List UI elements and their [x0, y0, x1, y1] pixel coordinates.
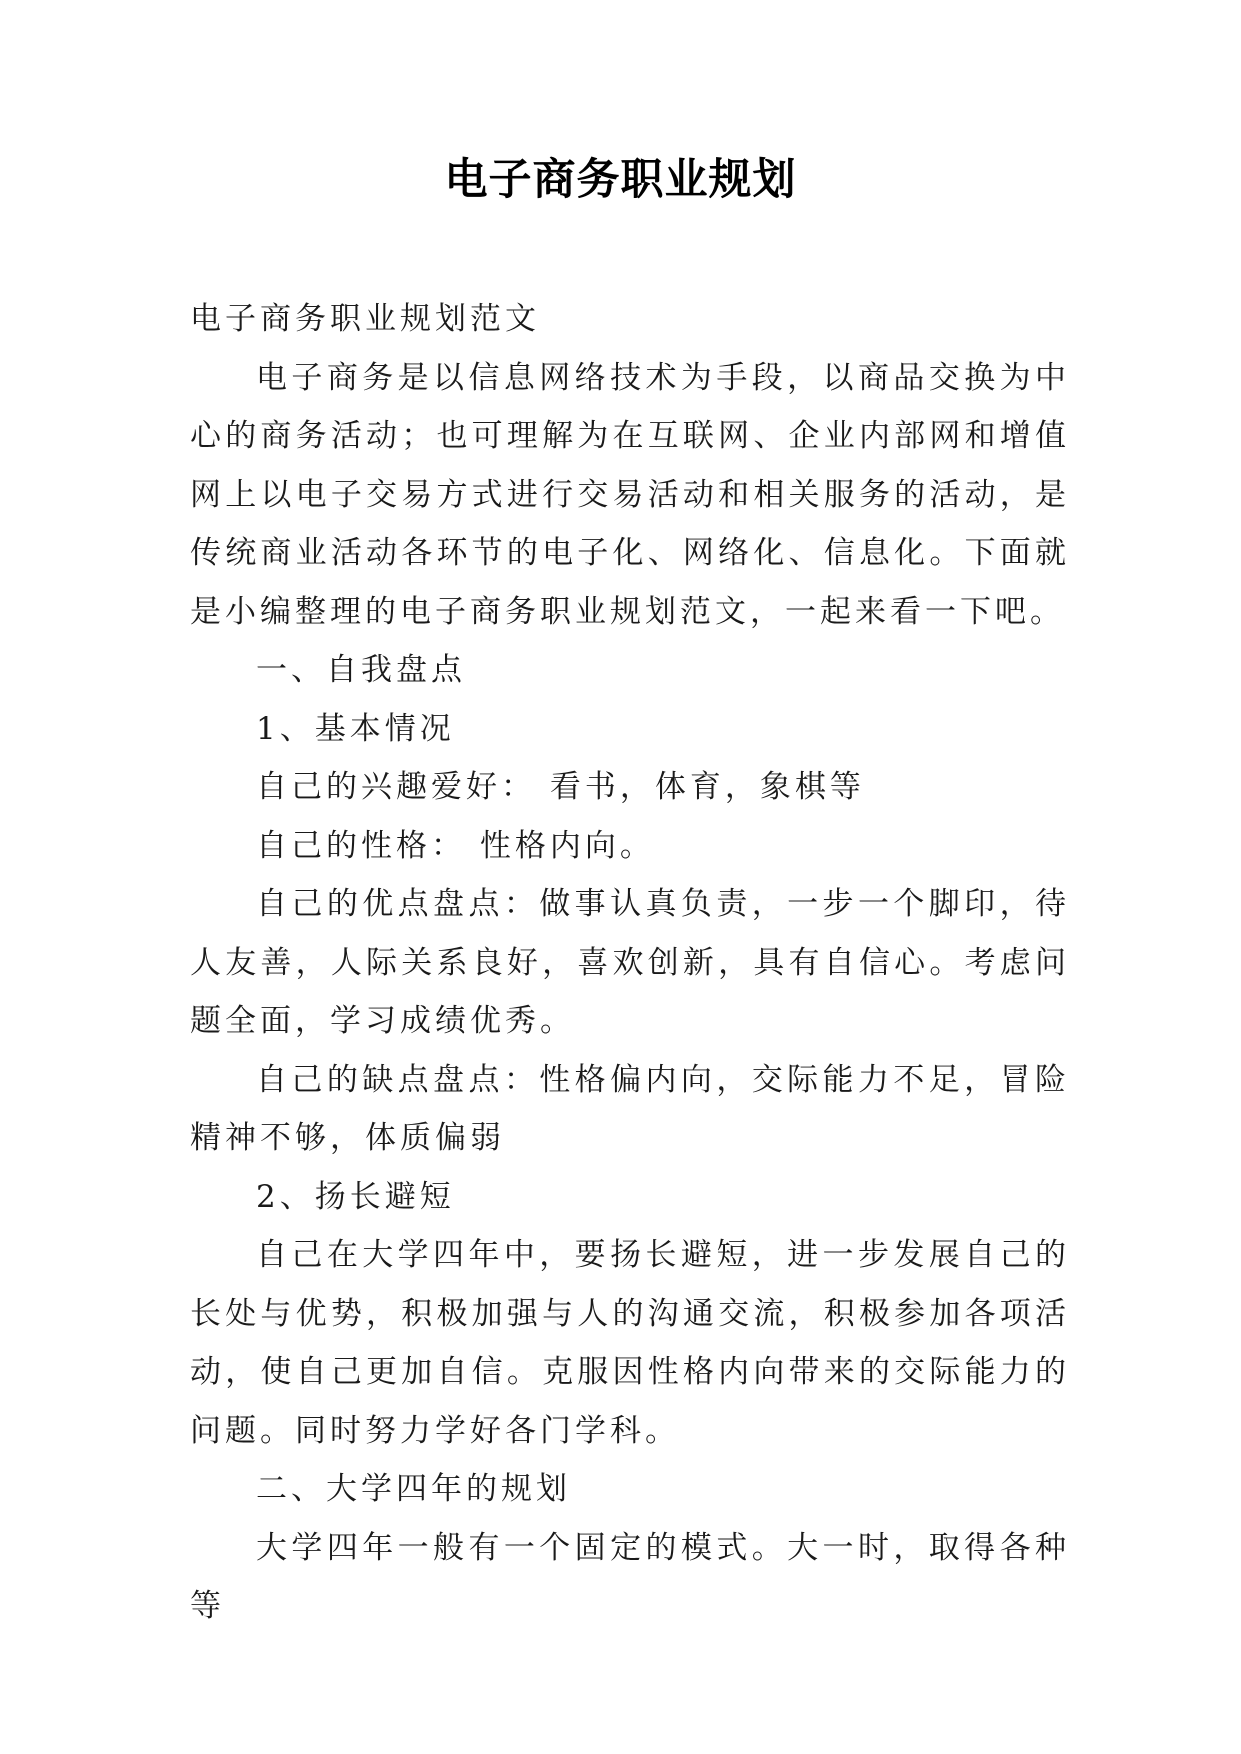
heading-four-year-plan: 二、大学四年的规划: [256, 1471, 571, 1507]
heading-self-assessment: 一、自我盘点: [256, 652, 466, 688]
paragraph-improvement: 自己在大学四年中，要扬长避短，进一步发展自己的长处与优势，积极加强与人的沟通交流，积极参加各项活动，使自己更加自信。克服因性格内向带来的交际能力的问题。同时努力学好各门学科。: [190, 1237, 1070, 1449]
paragraph-hobbies: 自己的兴趣爱好： 看书，体育，象棋等: [256, 769, 865, 805]
paragraph-plan-intro: 大学四年一般有一个固定的模式。大一时，取得各种等: [190, 1529, 1070, 1624]
heading-strengths-weaknesses: 2、扬长避短: [256, 1178, 455, 1215]
paragraph-strengths: 自己的优点盘点：做事认真负责，一步一个脚印，待人友善，人际关系良好，喜欢创新，具有自信心。考虑问题全面，学习成绩优秀。: [190, 886, 1070, 1039]
paragraph-subtitle: 电子商务职业规划范文: [190, 301, 540, 337]
paragraph-weaknesses: 自己的缺点盘点：性格偏内向，交际能力不足，冒险精神不够，体质偏弱: [190, 1061, 1070, 1156]
paragraph-personality: 自己的性格： 性格内向。: [256, 827, 655, 864]
paragraph-intro: 电子商务是以信息网络技术为手段，以商品交换为中心的商务活动；也可理解为在互联网、企业内部网和增值网上以电子交易方式进行交易活动和相关服务的活动，是传统商业活动各环节的电子化、网络化、信息化。下面就是小编整理的电子商务职业规划范文，一起来看一下吧。: [190, 359, 1070, 630]
document-body: [190, 290, 1070, 1636]
heading-basic-info: 1、基本情况: [256, 710, 455, 747]
document-title: 电子商务职业规划: [444, 155, 797, 205]
